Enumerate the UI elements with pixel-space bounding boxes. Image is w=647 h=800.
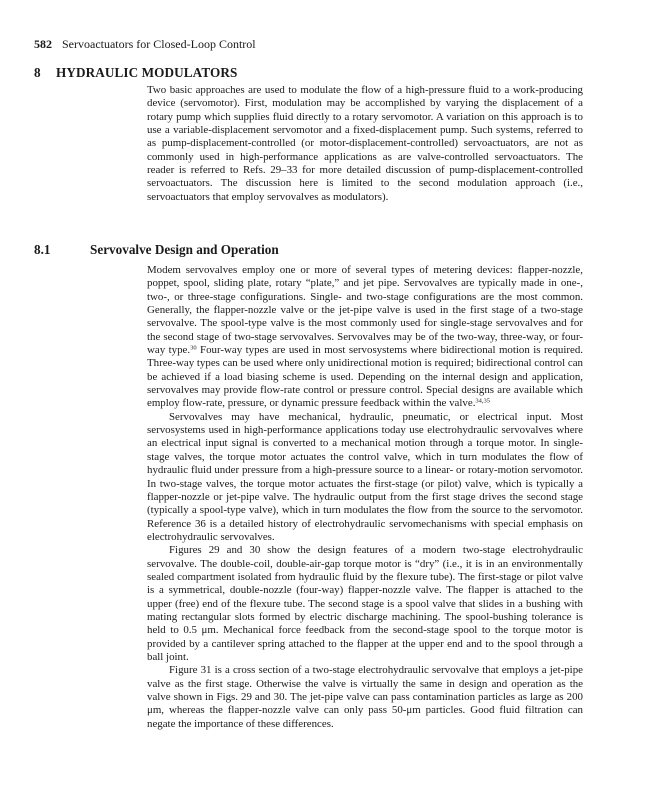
paragraph-text: Four-way types are used in most servosystems where bidirectional motion is required. Three-way types can be used where only unidirectional motion is required; bidirectional control can be achieved if a load biasing scheme is used. Depending on the internal design and application, servovalves may provide flow-rate control or pressure control. Special designs are available which employ flow-rate, pressure, or dynamic pressure feedback within the valve. — [147, 344, 584, 410]
section-heading — [34, 65, 237, 81]
paragraph-figures-29-30: Figures 29 and 30 show the design features of a modern two-stage electrohydraulic servovalve. The double-coil, double-air-gap torque motor is “dry” (i.e., it is in an environmentally sealed compartment isolated from hydraulic fluid by the flexure tube). The first-stage or pilot valve is a symmetrical, double-nozzle (four-way) flapper-nozzle valve. The flapper is attached to the upper (free) end of the flexure tube. The second stage is a spool valve that slides in a bushing with mating rectangular slots formed by electric discharge machining. The spool-bushing tolerance is held to 0.5 μm. Mechanical force feedback from the second-stage spool to the torque motor is provided by a cantilever spring attached to the flapper at the upper end and to the spool through a ball joint. — [147, 544, 583, 663]
running-head — [34, 37, 256, 52]
section-title: HYDRAULIC MODULATORS — [56, 65, 238, 80]
paragraph-figure-31: Figure 31 is a cross section of a two-stage electrohydraulic servovalve that employs a jet-pipe valve as the first stage. Otherwise the valve is virtually the same in design and operation as the valve shown in Figs. 29 and 30. The jet-pipe valve can pass contamination particles as large as 200 μm, whereas the flapper-nozzle valve can only pass 50-μm particles. Good fluid filtration can negate the importance of these differences. — [147, 664, 583, 730]
subsection-title: Servovalve Design and Operation — [90, 242, 279, 257]
paragraph-text: Modem servovalves employ one or more of several types of metering devices: flapper-nozzle, poppet, spool, sliding plate, rotary “plate,” and jet pipe. Servovalves are typically made in one-, two-, or three-stage configurations. Single- and two-stage configurations are the most common. Generally, the flapper-nozzle valve or the jet-pipe valve is used in the first stage of a two-stage servovalve. The spool-type valve is the most commonly used for single-stage servovalves and for the second stage of two-stage servovalves. Servovalves may be of the two-way, three-way, or four-way type. — [147, 264, 583, 357]
subsection-heading — [34, 242, 279, 258]
page-number: 582 — [34, 37, 52, 51]
reference-superscript: 34,35 — [475, 397, 491, 405]
running-title: Servoactuators for Closed-Loop Control — [62, 37, 256, 51]
section-intro-paragraph: Two basic approaches are used to modulate the flow of a high-pressure fluid to a work-producing device (servomotor). First, modulation may be accomplished by varying the displacement of a rotary pump which supplies fluid directly to a rotary servomotor. A variation on this approach is to use a variable-displacement servomotor and a fixed-displacement pump. Such systems, referred to as pump-displacement-controlled (or motor-displacement-controlled) servoactuators, are not as commonly used in high-performance applications as are valve-controlled servoactuators. The reader is referred to Refs. 29–33 for more detailed discussion of pump-displacement-controlled servoactuators. The discussion here is limited to the second modulation approach (i.e., servoactuators that employ servovalves as modulators). — [147, 84, 583, 203]
reference-superscript: 30 — [190, 344, 197, 352]
subsection-number: 8.1 — [34, 242, 51, 257]
section-intro-block — [147, 84, 583, 204]
subsection-body — [147, 264, 583, 731]
section-number: 8 — [34, 65, 41, 80]
paragraph-metering-devices — [147, 264, 583, 411]
paragraph-input-types: Servovalves may have mechanical, hydraulic, pneumatic, or electrical input. Most servosystems used in high-performance applications today use electrohydraulic servovalves where an electrical input signal is converted to a mechanical motion through a torque motor. In single-stage valves, the torque motor actuates the control valve, which in turn modulates the flow of hydraulic fluid under pressure from a high-pressure source to a linear- or rotary-motion servomotor. In two-stage valves, the torque motor actuates the first-stage (or pilot) valve, which is typically a flapper-nozzle or jet-pipe valve. The hydraulic output from the first stage drives the second stage (typically a spool-type valve), which in turn modulates the flow from the source to the servomotor. Reference 36 is a detailed history of electrohydraulic servomechanisms with special emphasis on electrohydraulic servovalves. — [147, 410, 583, 543]
